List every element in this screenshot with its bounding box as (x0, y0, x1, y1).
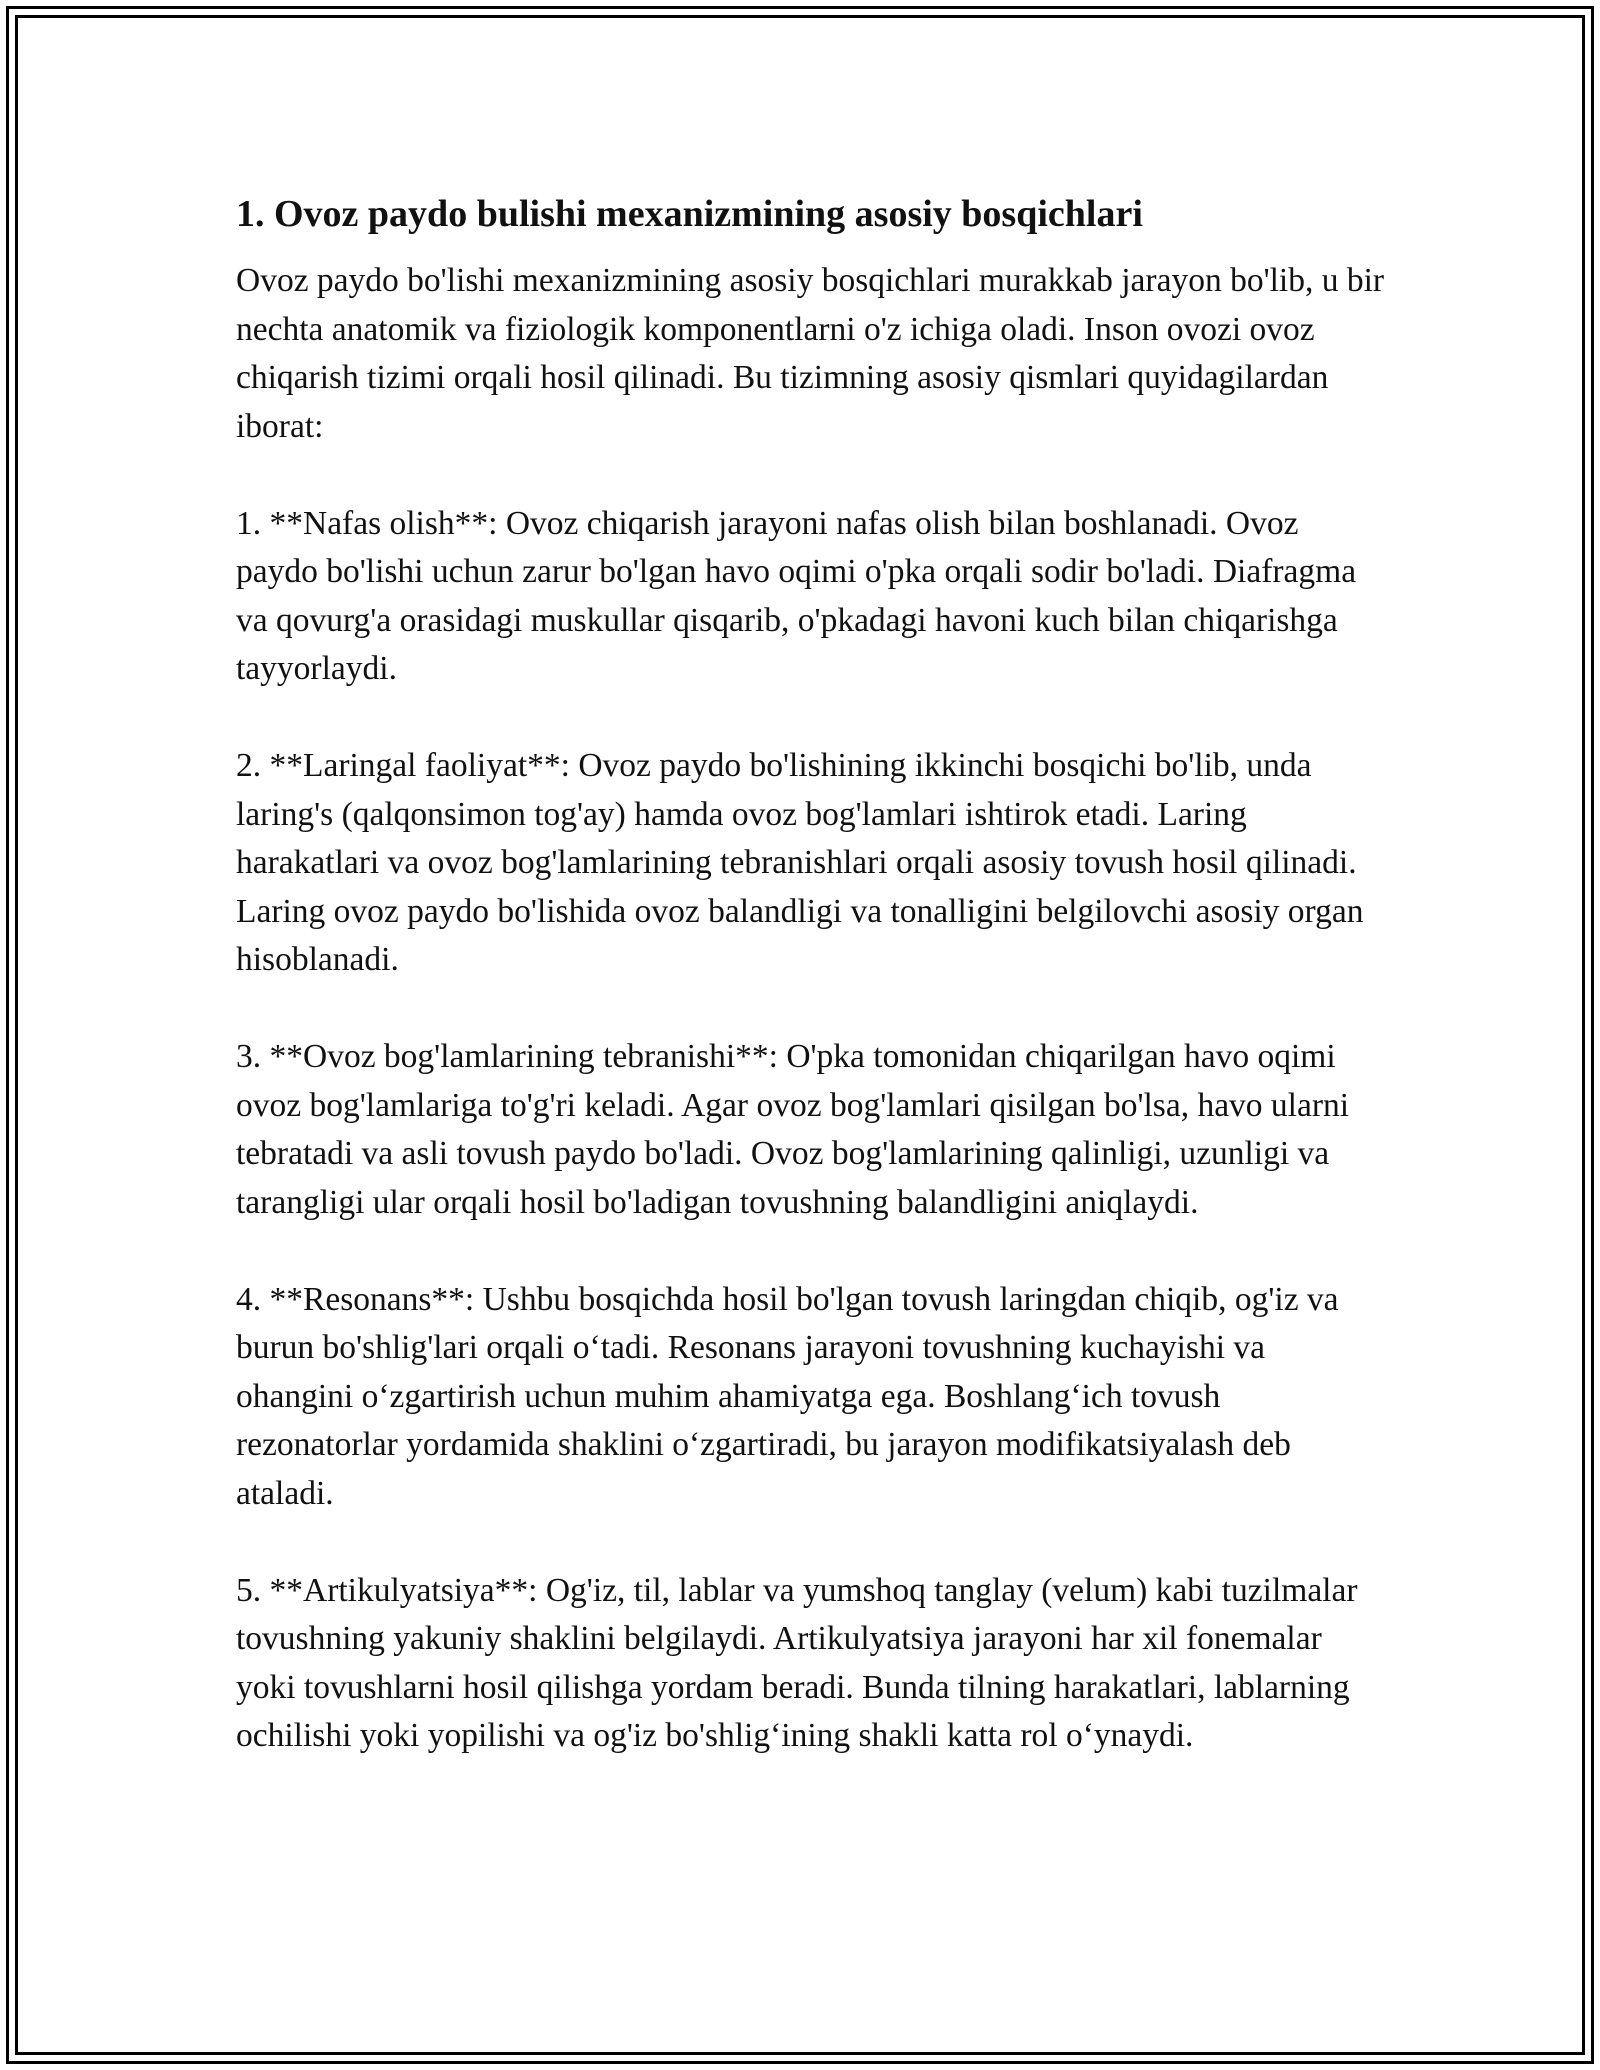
intro-paragraph: Ovoz paydo bo'lishi mexanizmining asosiy bosqichlari murakkab jarayon bo'lib, u bir nechta anatomik va fiziologik komponentlarni o'z ichiga oladi. Inson ovozi ovoz chiqarish tizimi orqali hosil qilinadi. Bu tizimning asosiy qismlari quyidagilardan iborat: (236, 262, 1385, 445)
paragraph-vocal-fold-vibration: 3. **Ovoz bog'lamlarining tebranishi**: O'pka tomonidan chiqarilgan havo oqimi ovoz bog'lamlariga to'g'ri keladi. Agar ovoz bog'lamlari qisilgan bo'lsa, havo ularni tebratadi va asli tovush paydo bo'ladi. Ovoz bog'lamlarining qalinligi, uzunligi va tarangligi ular orqali hosil bo'ladigan tovushning balandligini aniqlaydi. (236, 1038, 1350, 1221)
paragraph-articulation: 5. **Artikulyatsiya**: Og'iz, til, lablar va yumshoq tanglay (velum) kabi tuzilmalar tovushning yakuniy shaklini belgilaydi. Artikulyatsiya jarayoni har xil fonemalar yoki tovushlarni hosil qilishga yordam beradi. Bunda tilning harakatlari, lablarning ochilishi yoki yopilishi va og'iz bo'shlig‘ining shakli katta rol o‘ynaydi. (236, 1571, 1358, 1754)
paragraph-laryngeal-activity: 2. **Laringal faoliyat**: Ovoz paydo bo'lishining ikkinchi bosqichi bo'lib, unda laring's (qalqonsimon tog'ay) hamda ovoz bog'lamlari ishtirok etadi. Laring harakatlari va ovoz bog'lamlarining tebranishlari orqali asosiy tovush hosil qilinadi. Laring ovoz paydo bo'lishida ovoz balandligi va tonalligini belgilovchi asosiy organ hisoblanadi. (236, 747, 1364, 978)
paragraph-breathing: 1. **Nafas olish**: Ovoz chiqarish jarayoni nafas olish bilan boshlanadi. Ovoz paydo bo'lishi uchun zarur bo'lgan havo oqimi o'pka orqali sodir bo'ladi. Diafragma va qovurg'a orasidagi muskullar qisqarib, o'pkadagi havoni kuch bilan chiqarishga tayyorlaydi. (236, 504, 1357, 687)
document-body (236, 185, 1386, 1761)
paragraph-resonance: 4. **Resonans**: Ushbu bosqichda hosil bo'lgan tovush laringdan chiqib, og'iz va burun bo'shlig'lari orqali o‘tadi. Resonans jarayoni tovushning kuchayishi va ohangini o‘zgartirish uchun muhim ahamiyatga ega. Boshlang‘ich tovush rezonatorlar yordamida shaklini o‘zgartiradi, bu jarayon modifikatsiyalash deb ataladi. (236, 1280, 1339, 1512)
page-title: 1. Ovoz paydo bulishi mexanizmining asosiy bosqichlari (236, 193, 1143, 235)
